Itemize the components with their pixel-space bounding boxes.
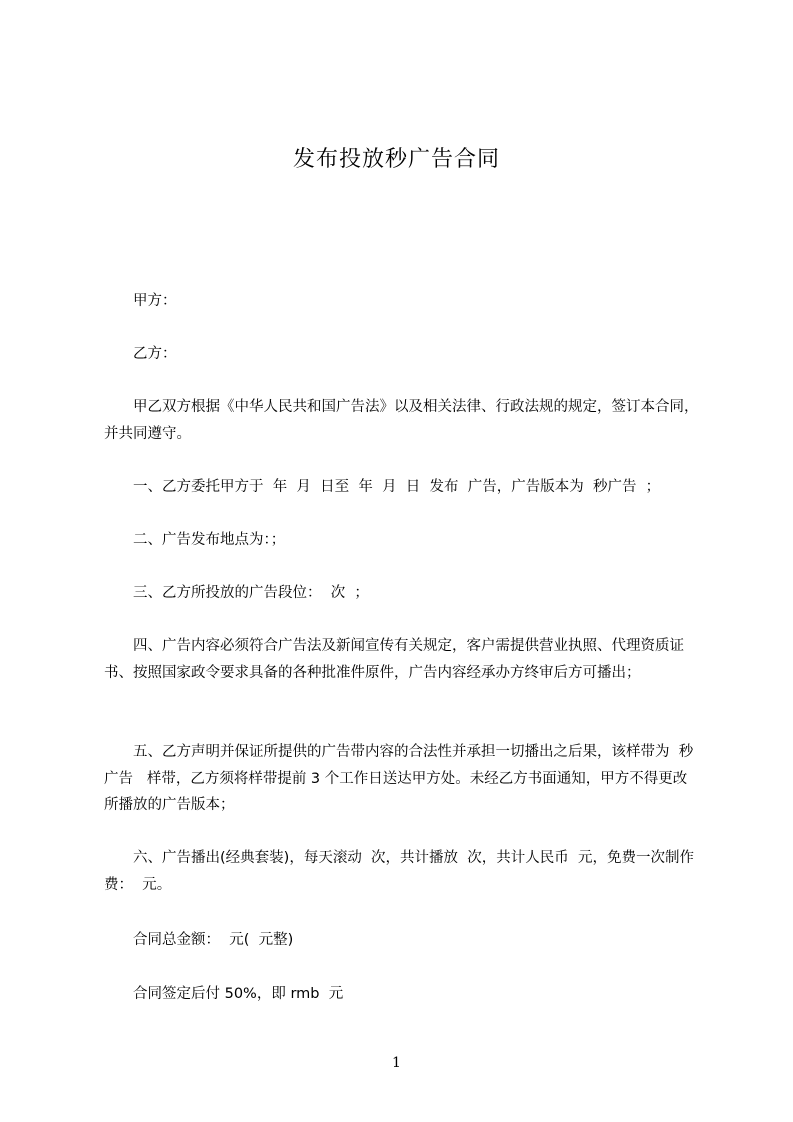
party-b-line: 乙方： <box>104 346 177 362</box>
clause-6: 六、广告播出(经典套装)，每天滚动 次，共计播放 次，共计人民币 元，免费一次制作费： 元。 <box>104 850 694 893</box>
page-number: 1 <box>392 1055 401 1071</box>
total-amount-line: 合同总金额： 元( 元整) <box>104 932 294 948</box>
payment-line: 合同签定后付 50%，即 rmb 元 <box>104 986 344 1002</box>
clause-3: 三、乙方所投放的广告段位： 次 ； <box>104 585 369 601</box>
clause-4: 四、广告内容必须符合广告法及新闻宣传有关规定，客户需提供营业执照、代理资质证书、按照国家政令要求具备的各种批准件原件，广告内容经承办方终审后方可播出； <box>104 638 684 681</box>
clause-1: 一、乙方委托甲方于 年 月 日至 年 月 日 发布 广告，广告版本为 秒广告 ； <box>104 479 661 495</box>
party-a-line: 甲方： <box>104 293 177 309</box>
document-title: 发布投放秒广告合同 <box>292 147 500 172</box>
clause-5: 五、乙方声明并保证所提供的广告带内容的合法性并承担一切播出之后果，该样带为 秒广告 样带，乙方须将样带提前 3 个工作日送达甲方处。未经乙方书面通知，甲方不得更改所播放的广告版本； <box>104 744 694 813</box>
intro-paragraph: 甲乙双方根据《中华人民共和国广告法》以及相关法律、行政法规的规定，签订本合同，并共同遵守。 <box>104 399 699 442</box>
clause-2: 二、广告发布地点为：； <box>104 532 286 548</box>
